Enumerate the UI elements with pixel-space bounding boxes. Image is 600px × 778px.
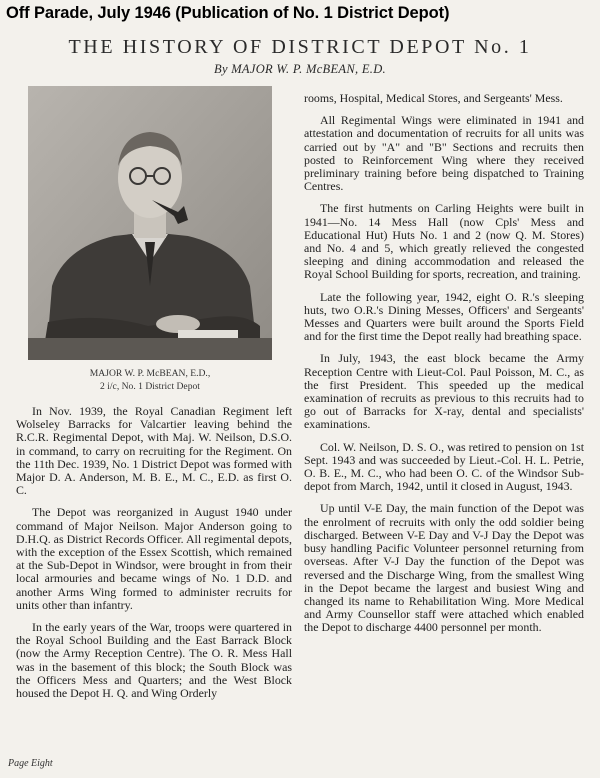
paragraph: The first hutments on Carling Heights were built in 1941—No. 14 Mess Hall (now Cpls' Mess and Educational Hut) Huts No. 1 and 2 (now Q. M. Stores) and No. 4 and 5, which greatly relieved the congested sleeping and dining accommodation and released the Royal School Building for sports, recreation, and training.	[304, 201, 584, 282]
article-title: THE HISTORY OF DISTRICT DEPOT No. 1	[68, 36, 532, 58]
paragraph: In July, 1943, the east block became the Army Reception Centre with Lieut-Col. Paul Poisson, M. C., as the first President. This speeded up the medical examination of recruits as previous to this recruits had to go out of Barracks for X-ray, dental and specialists' examinations.	[304, 351, 584, 432]
caption-line-role: 2 i/c, No. 1 District Depot	[100, 381, 200, 392]
caption-line-name: MAJOR W. P. McBEAN, E.D.,	[89, 368, 211, 379]
paragraph: In the early years of the War, troops were quartered in the Royal School Building and the East Barrack Block (now the Army Reception Centre). The O. R. Mess Hall was in the basement of this block; the South Block was the Officers Mess and Quarters; and the West Block housed the Depot H. Q. and Wing Orderly	[16, 620, 292, 701]
paragraph: Late the following year, 1942, eight O. R.'s sleeping huts, two O.R.'s Dining Messes, Officers' and Sergeants' Messes and Quarters were built around the Sports Field and for the first time the Depot really had breathing space.	[304, 289, 584, 344]
paragraph: All Regimental Wings were eliminated in 1941 and attestation and documentation of recruits for all units was carried out by "A" and "B" Sections and recruits then posted to Reinforcement Wing where they received preliminary training before being dispatched to Training Centres.	[304, 113, 584, 194]
paragraph: The Depot was reorganized in August 1940 under command of Major Neilson. Major Anderson going to D.H.Q. as District Records Officer. All regimental depots, with the exception of the Essex Scottish, which remained at the Sub-Depot in Windsor, were brought in from their local armouries and became wings of No. 1 D.D. and another Arms Wing formed to administer recruits for units other than infantry.	[16, 505, 292, 612]
paragraph: Up until V-E Day, the main function of the Depot was the enrolment of recruits with only the odd soldier being discharged. Between V-E Day and V-J Day the Depot was busy handling Pacific Volunteer personnel returning from overseas. After V-J Day the function of the Depot was reversed and the Discharge Wing, from the smallest Wing in the Depot became the largest and busiest Wing and changed its name to Rehabilitation Wing. More Medical and Army Counsellor staff were attached which enabled the Depot to discharge 4400 personnel per month.	[304, 501, 584, 635]
article-byline: By MAJOR W. P. McBEAN, E.D.	[214, 62, 386, 76]
publication-header: Off Parade, July 1946 (Publication of No. 1 District Depot)	[6, 4, 450, 22]
page-number: Page Eight	[8, 758, 53, 769]
photo-caption	[28, 367, 272, 393]
left-text-column	[16, 405, 292, 709]
paragraph: In Nov. 1939, the Royal Canadian Regiment left Wolseley Barracks for Valcartier leaving behind the R.C.R. Regimental Depot, with Maj. W. Neilson, D.S.O. in command, to carry on recruiting for the Regiment. On the 11th Dec. 1939, No. 1 District Depot was formed with Major D. A. Anderson, M. B. E., M. C., E.D. as first O. C.	[16, 404, 292, 498]
right-text-column	[304, 92, 584, 644]
portrait-photo	[28, 86, 272, 360]
paragraph: rooms, Hospital, Medical Stores, and Sergeants' Mess.	[304, 91, 563, 105]
paragraph: Col. W. Neilson, D. S. O., was retired to pension on 1st Sept. 1943 and was succeeded by Lieut.-Col. H. L. Petrie, O. B. E., M. C., who had been O. C. of the Windsor Sub-depot from March, 1942, until it closed in August, 1943.	[304, 439, 584, 494]
